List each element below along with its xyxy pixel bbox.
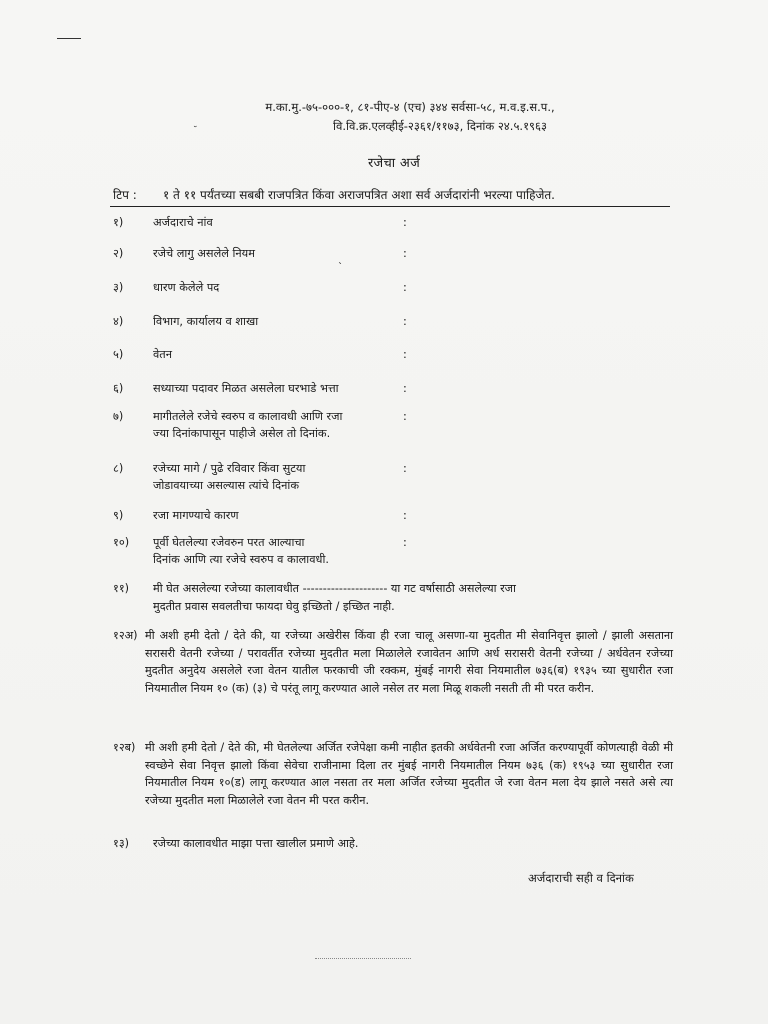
field-label: धारण केलेले पद	[153, 281, 220, 294]
field-label: रजा मागण्याचे कारण	[153, 509, 239, 522]
field-label: मागीतलेले रजेचे स्वरुप व कालावधी आणि रजा ज्या दिनांकापासून पाहीजे असेल तो दिनांक.	[153, 410, 343, 440]
field-label: पूर्वी घेतलेल्या रजेवरुन परत आल्याचा दिनांक आणि त्या रजेचे स्वरुप व कालावधी.	[153, 536, 329, 566]
field-label: सध्याच्या पदावर मिळत असलेला घरभाडे भत्ता	[153, 382, 339, 395]
field-label: वेतन	[153, 348, 172, 361]
header-divider	[110, 206, 670, 207]
header-reference-line-1: म.का.मु.-७५-०००-१, ८१-पीए-४ (एच) ३४४ सर्वसा-५८, म.व.इ.स.प.,	[265, 100, 555, 114]
clause-text: मी घेत असलेल्या रजेच्या कालावधीत --------------------- या गट वर्षासाठी असलेल्या रजा मुदतीत प्रवास सवलतीचा फायदा घेवु इच्छितो / इच्छित नाही.	[153, 582, 516, 613]
clause-number: १३)	[113, 837, 129, 850]
field-colon: :	[403, 410, 407, 423]
field-label: अर्जदाराचे नांव	[153, 216, 213, 229]
clause-text: रजेच्या कालावधीत माझा पत्ता खालील प्रमाणे आहे.	[153, 837, 359, 850]
document-header	[150, 98, 670, 136]
note-prefix: टिप :	[113, 188, 137, 202]
field-colon: :	[403, 509, 407, 522]
field-number: ८)	[113, 462, 124, 475]
field-colon: :	[403, 536, 407, 549]
page-title: रजेचा अर्ज	[367, 156, 421, 171]
field-number: २)	[113, 247, 124, 260]
field-label: विभाग, कार्यालय व शाखा	[153, 315, 259, 328]
field-colon: :	[403, 315, 407, 328]
field-number: ६)	[113, 382, 124, 395]
field-number: ९)	[113, 509, 124, 522]
scan-speck: ˋ	[338, 262, 343, 273]
field-number: ३)	[113, 281, 124, 294]
footer-dotted-line	[315, 958, 411, 959]
field-number: ४)	[113, 315, 124, 328]
field-number: ५)	[113, 348, 124, 361]
note-text: १ ते ११ पर्यंतच्या सबबी राजपत्रित किंवा अराजपत्रित अशा सर्व अर्जदारांनी भरल्या पाहिजेत.	[163, 188, 555, 202]
field-colon: :	[403, 462, 407, 475]
field-number: १)	[113, 216, 124, 229]
clause-text: मी अशी हमी देतो / देते की, मी घेतलेल्या अर्जित रजेपेक्षा कमी नाहीत इतकी अर्धवेतनी रजा अर्जित करण्यापूर्वी कोणत्याही वेळी मी स्वच्छेने सेवा निवृत्त झालो किंवा सेवेचा राजीनामा दिला तर मुंबई नागरी नियमातील नियम ७३६ (क) १९५३ च्या सुधारीत रजा नियमातील नियम १०(ड) लागू करण्यात आल नसता तर मला अर्जित रजेच्या मुदतीत जे रजा वेतन मला देय झाले नसते असे त्या रजेच्या मुदतीत मला मिळालेले रजा वेतन मी परत करीन.	[145, 741, 673, 807]
field-number: १०)	[113, 536, 130, 549]
field-number: ७)	[113, 410, 124, 423]
tick-mark: ˘	[193, 126, 198, 136]
field-colon: :	[403, 281, 407, 294]
clause-text: मी अशी हमी देतो / देते की, या रजेच्या अखेरीस किंवा ही रजा चालू असणा-या मुदतीत मी सेवानिवृत्त झालो / झाली असताना सरासरी वेतनी रजेच्या / परावर्तीत रजेच्या मुदतीत मला मिळालेले रजावेतन आणि अर्ध सरासरी वेतनी रजेच्या / अर्धवेतन रजेच्या मुदतीत अनुदेय असलेले रजा वेतन यातील फरकाची जी रक्कम, मुंबई नागरी सेवा नियमातील ७३६(ब) १९३५ च्या सुधारीत रजा नियमातील नियम १० (क) (३) चे परंतू लागू करण्यात आले नसेल तर मला मिळू शकली नसती ती मी परत करीन.	[145, 629, 673, 695]
field-colon: :	[403, 247, 407, 260]
corner-dash-mark	[57, 38, 81, 39]
header-reference-line-2: वि.वि.क्र.एलव्हीई-२३६१/११७३, दिनांक २४.५.१९६३	[332, 119, 548, 133]
field-colon: :	[403, 216, 407, 229]
instruction-note	[113, 186, 555, 203]
clause-number: ११)	[113, 582, 129, 595]
field-colon: :	[403, 382, 407, 395]
field-label: रजेचे लागु असलेले नियम	[153, 247, 255, 260]
field-colon: :	[403, 348, 407, 361]
clause-number: १२ब)	[113, 741, 136, 754]
field-label: रजेच्या मागे / पुढे रविवार किंवा सुटया जोडावयाच्या असल्यास त्यांचे दिनांक	[153, 462, 306, 492]
applicant-signature-label: अर्जदाराची सही व दिनांक	[528, 871, 634, 885]
clause-number: १२अ)	[113, 629, 138, 642]
